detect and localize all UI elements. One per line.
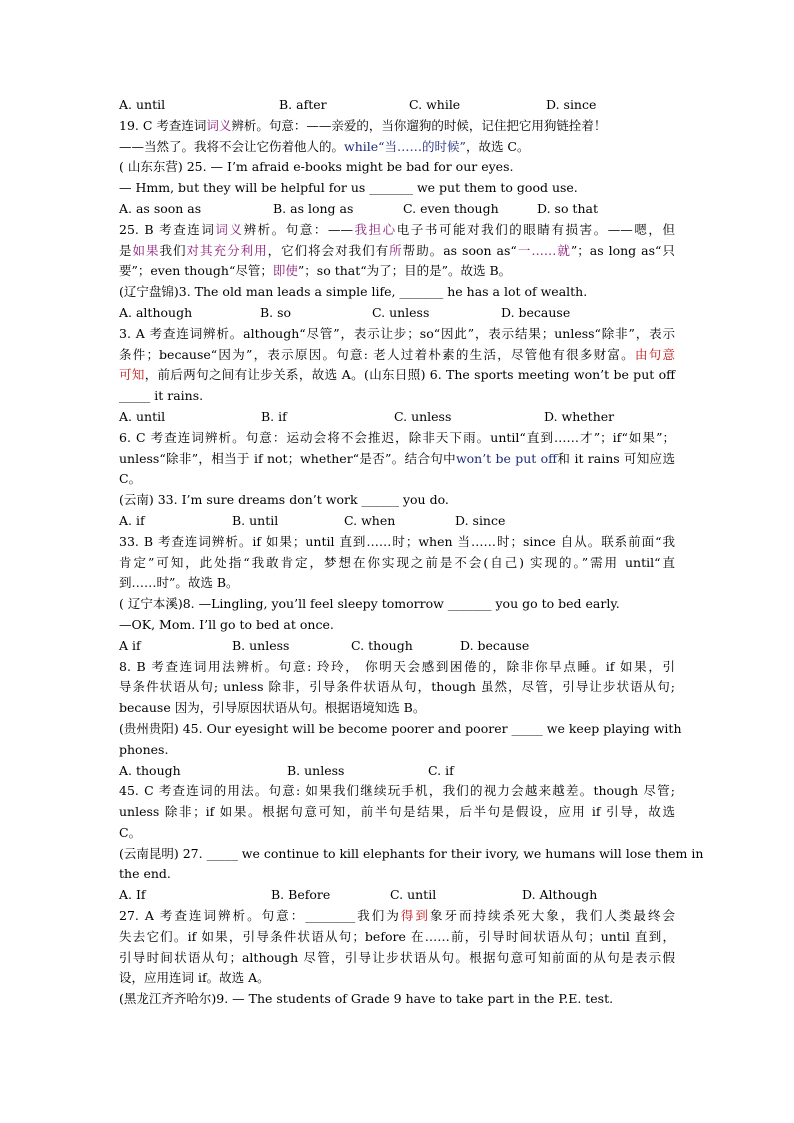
explanation-line: 失去它们。if 如果，引导条件状语从句；before 在……前，引导时间状语从句；until 直到， — [119, 928, 675, 944]
explanation-line: 6. C 考查连词辨析。句意：运动会将不会推迟，除非天下雨。until“直到……才”；if“如果”； — [119, 429, 675, 445]
explanation-line: 19. C 考查连词词义辨析。句意：——亲爱的，当你遛狗的时候，记住把它用狗链拴着！ — [119, 117, 607, 133]
option-a: A. if — [119, 512, 145, 528]
option-b: B. so — [260, 304, 292, 320]
option-d: D. whether — [544, 408, 615, 424]
document-page — [119, 95, 704, 1010]
question-stem: ( 山东东营) 25. — I’m afraid e-books might be bad for our eyes. — [119, 159, 514, 175]
options-row — [119, 407, 675, 428]
question-stem: _____ it rains. — [119, 388, 204, 404]
option-a: A. though — [119, 762, 181, 778]
question-stem: phones. — [119, 741, 169, 757]
explanation-line: 27. A 考查连词辨析。句意：________我们为得到象牙而持续杀死大象，我们人类最终会 — [119, 908, 675, 924]
option-b: B. Before — [271, 887, 331, 903]
option-c: C. if — [428, 762, 454, 778]
explanation-line: C。 — [119, 824, 142, 840]
option-b: B. unless — [287, 762, 345, 778]
explanation-line: unless“除非”，相当于 if not；whether“是否”。结合句中won’t be put off和 it rains 可知应选 — [119, 450, 675, 466]
option-d: D. since — [455, 512, 506, 528]
option-d: D. because — [460, 637, 530, 653]
option-d: D. Although — [522, 887, 598, 903]
explanation-line: 要”；even though“尽管；即使”；so that“为了；目的是”。故选 B。 — [119, 263, 512, 279]
explanation-line: C。 — [119, 471, 142, 487]
explanation-line: 33. B 考查连词辨析。if 如果；until 直到……时；when 当……时；since 自从。联系前面“我 — [119, 533, 675, 549]
option-c: C. while — [409, 97, 461, 112]
explanation-line: 可知，前后两句之间有让步关系，故选 A。(山东日照) 6. The sports meeting won’t be put off — [119, 367, 675, 383]
option-b: B. as long as — [273, 200, 354, 216]
option-c: C. unless — [372, 304, 430, 320]
options-row — [119, 303, 675, 324]
explanation-line: unless 除非；if 如果。根据句意可知，前半句是结果，后半句是假设，应用 if 引导，故选 — [119, 804, 675, 820]
option-c: C. though — [351, 637, 413, 653]
question-stem: (黑龙江齐齐哈尔)9. — The students of Grade 9 have to take part in the P.E. test. — [119, 991, 614, 1007]
options-row — [119, 511, 675, 532]
options-row — [119, 761, 675, 782]
question-stem: ( 辽宁本溪)8. —Lingling, you’ll feel sleepy tomorrow _______ you go to bed early. — [119, 596, 620, 612]
explanation-line: 8. B 考查连词用法辨析。句意: 玲玲， 你明天会感到困倦的，除非你早点睡。if 如果，引 — [119, 658, 675, 674]
explanation-line: 条件；because“因为”，表示原因。句意: 老人过着朴素的生活，尽管他有很多财富。由句意 — [119, 346, 675, 362]
question-stem: — Hmm, but they will be helpful for us _______ we put them to good use. — [119, 180, 578, 196]
option-a: A. If — [119, 887, 146, 903]
option-d: D. since — [546, 97, 597, 112]
option-a: A. until — [119, 97, 166, 112]
option-d: D. so that — [537, 200, 598, 216]
explanation-line: 引导时间状语从句；although 尽管，引导让步状语从句。根据句意可知前面的从句是表示假 — [119, 949, 675, 965]
option-b: B. until — [232, 512, 279, 528]
explanation-line: 到……时”。故选 B。 — [119, 575, 239, 591]
option-b: B. after — [279, 97, 327, 112]
explanation-line: 是如果我们对其充分利用，它们将会对我们有所帮助。as soon as“一……就”；as long as“只 — [119, 242, 675, 258]
option-a: A. until — [119, 408, 166, 424]
question-stem: (辽宁盘锦)3. The old man leads a simple life, _______ he has a lot of wealth. — [119, 284, 588, 300]
options-row — [119, 199, 675, 220]
options-row — [119, 95, 675, 116]
explanation-line: ——当然了。我将不会让它伤着他人的。while“当……的时候”，故选 C。 — [119, 138, 530, 154]
option-c: C. unless — [394, 408, 452, 424]
option-a: A if — [119, 637, 141, 653]
explanation-line: because 因为，引导原因状语从句。根据语境知选 B。 — [119, 700, 426, 716]
question-stem: (云南) 33. I’m sure dreams don’t work ______ you do. — [119, 492, 449, 508]
question-stem: (云南昆明) 27. _____ we continue to kill elephants for their ivory, we humans will lose them in — [119, 845, 704, 861]
options-row — [119, 885, 675, 906]
option-c: C. when — [344, 512, 396, 528]
options-row — [119, 636, 675, 657]
explanation-line: 肯定”可知，此处指“我敢肯定，梦想在你实现之前是不会(自己) 实现的。”需用 until“直 — [119, 554, 675, 570]
question-stem: —OK, Mom. I’ll go to bed at once. — [119, 616, 334, 632]
option-a: A. although — [119, 304, 193, 320]
option-b: B. unless — [232, 637, 290, 653]
explanation-line: 45. C 考查连词的用法。句意: 如果我们继续玩手机，我们的视力会越来越差。though 尽管; — [119, 783, 675, 799]
question-stem: the end. — [119, 866, 171, 882]
option-d: D. because — [501, 304, 571, 320]
option-c: C. even though — [403, 200, 499, 216]
option-a: A. as soon as — [119, 200, 202, 216]
option-c: C. until — [390, 887, 437, 903]
explanation-line: 导条件状语从句; unless 除非，引导条件状语从句，though 虽然，尽管，引导让步状语从句; — [119, 679, 675, 695]
question-stem: (贵州贵阳) 45. Our eyesight will be become poorer and poorer _____ we keep playing with — [119, 720, 682, 736]
explanation-line: 25. B 考查连词词义辨析。句意：——我担心电子书可能对我们的眼睛有损害。——嗯，但 — [119, 221, 675, 237]
option-b: B. if — [261, 408, 287, 424]
explanation-line: 设，应用连词 if。故选 A。 — [119, 970, 270, 986]
explanation-line: 3. A 考查连词辨析。although“尽管”，表示让步；so“因此”，表示结果；unless“除非”，表示 — [119, 325, 675, 341]
